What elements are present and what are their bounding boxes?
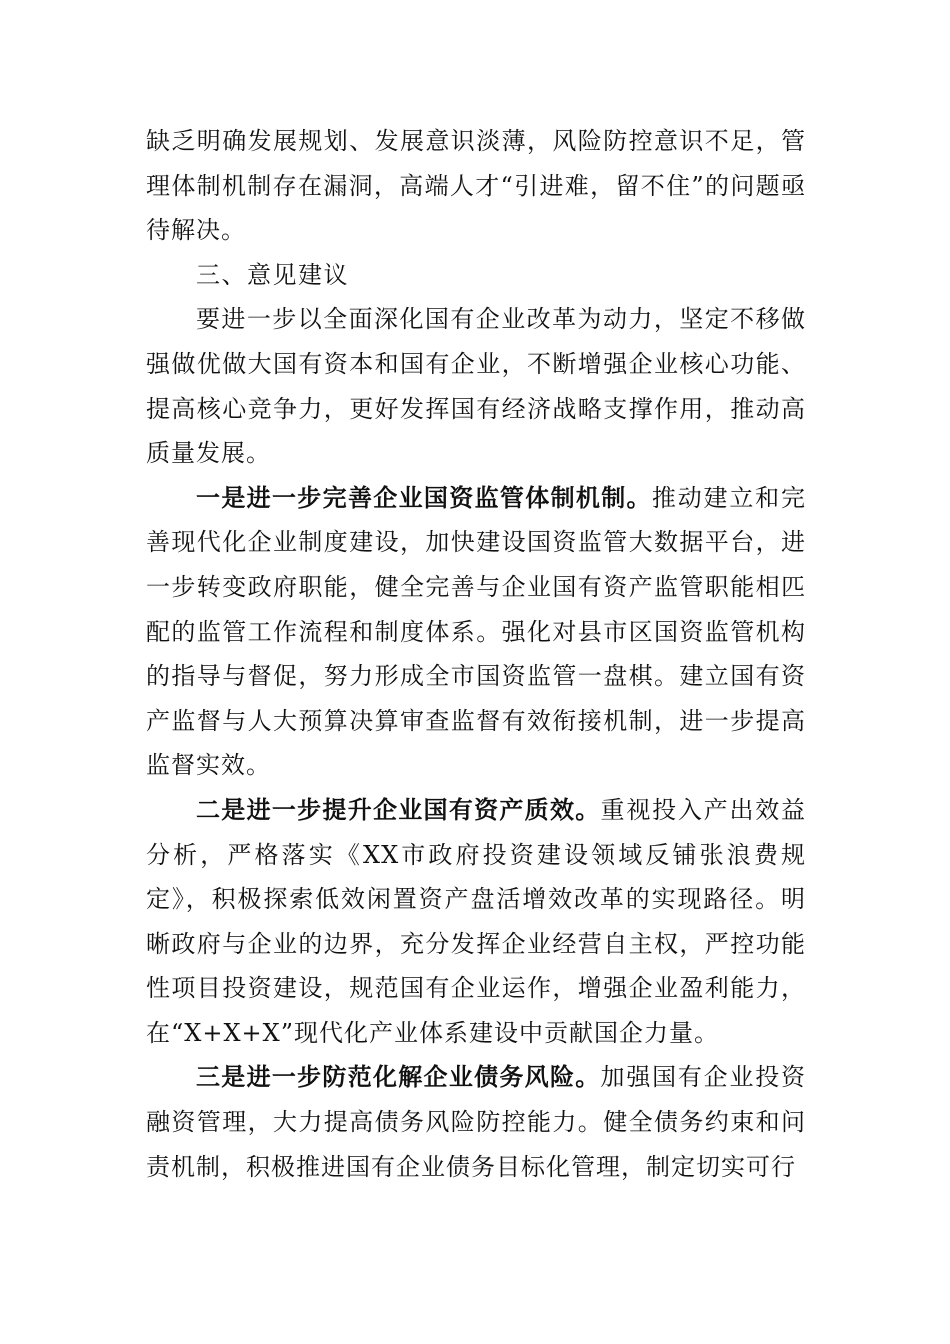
paragraph-continued: 缺乏明确发展规划、发展意识淡薄，风险防控意识不足，管理体制机制存在漏洞，高端人才“引进难，留不住”的问题亟待解决。 — [146, 127, 806, 245]
recommendation-3-title: 三是进一步防范化解企业债务风险。 — [196, 1063, 601, 1092]
recommendation-1 — [146, 476, 806, 788]
recommendation-2-body: 重视投入产出效益分析，严格落实《XX市政府投资建设领域反铺张浪费规定》，积极探索低效闲置资产盘活增效改革的实现路径。明晰政府与企业的边界，充分发挥企业经营自主权，严控功能性项目投资建设，规范国有企业运作，增强企业盈利能力，在“X+X+X”现代化产业体系建设中贡献国企力量。 — [146, 795, 807, 1047]
recommendation-1-body: 推动建立和完善现代化企业制度建设，加快建设国资监管大数据平台，进一步转变政府职能，健全完善与企业国有资产监管职能相匹配的监管工作流程和制度体系。强化对县市区国资监管机构的指导与督促，努力形成全市国资监管一盘棋。建立国有资产监督与人大预算决算审查监督有效衔接机制，进一步提高监督实效。 — [146, 483, 807, 780]
recommendation-1-title: 一是进一步完善企业国资监管体制机制。 — [196, 483, 652, 512]
section-heading: 三、意见建议 — [196, 260, 349, 289]
recommendation-2 — [146, 788, 806, 1056]
recommendation-3 — [146, 1055, 806, 1189]
document-body — [146, 119, 806, 1189]
recommendation-2-title: 二是进一步提升企业国有资产质效。 — [196, 795, 601, 824]
intro-paragraph: 要进一步以全面深化国有企业改革为动力，坚定不移做强做优做大国有资本和国有企业，不断增强企业核心功能、提高核心竞争力，更好发挥国有经济战略支撑作用，推动高质量发展。 — [146, 305, 806, 468]
recommendation-3-body: 加强国有企业投资融资管理，大力提高债务风险防控能力。健全债务约束和问责机制，积极推进国有企业债务目标化管理，制定切实可行 — [146, 1063, 807, 1181]
